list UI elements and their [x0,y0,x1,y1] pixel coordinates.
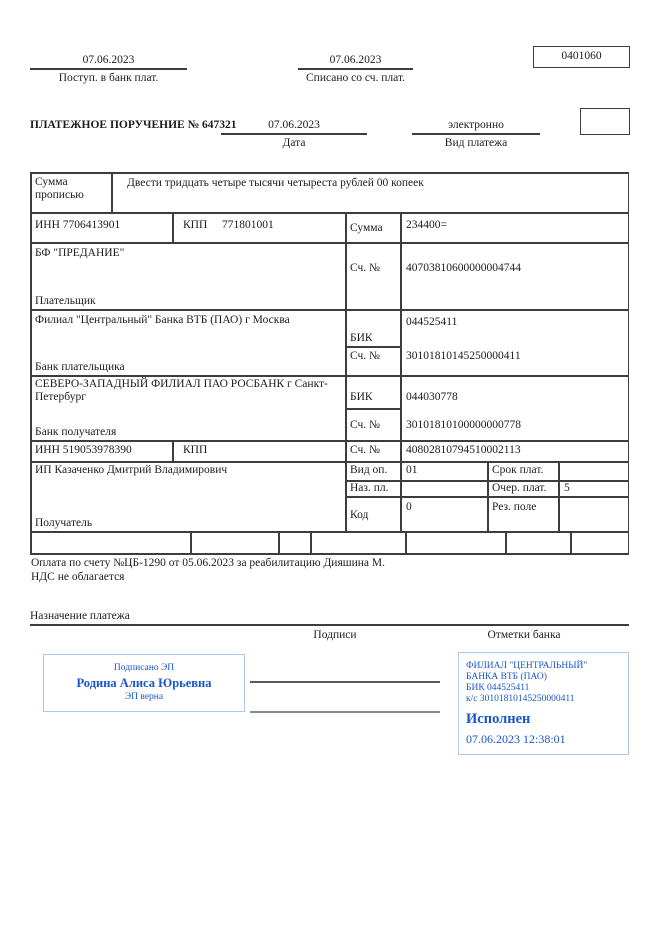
debited-date-underline [298,68,413,70]
table-line [558,461,560,531]
document-date-label: Дата [282,137,306,149]
payment-kind-underline [412,133,540,135]
payee-account-value: 40802810794510002113 [406,444,521,456]
priority-value: 5 [564,482,570,494]
received-date-underline [30,68,187,70]
payer-bank-account-value: 30101810145250000411 [406,350,521,362]
table-line [310,531,312,553]
payee-bank-role-label: Банк получателя [35,426,117,438]
table-line [505,531,507,553]
table-line [30,242,629,244]
payment-kind-value: электронно [448,119,504,131]
payee-account-label: Сч. № [350,444,381,456]
table-line [172,212,174,242]
payee-name: ИП Казаченко Дмитрий Владимирович [35,464,228,476]
esignature-stamp [43,654,245,712]
table-line [30,553,629,555]
amount-label: Сумма [350,222,383,234]
payer-account-value: 40703810600000004744 [406,262,521,274]
payer-kpp-value: 771801001 [222,219,274,231]
payer-kpp-label: КПП [183,219,208,231]
table-line [30,212,629,214]
esignature-signed-label: Подписано ЭП [113,663,175,673]
table-line [278,531,280,553]
received-in-bank-label: Поступ. в банк плат. [58,72,159,84]
bank-stamp-bik: БИК 044525411 [466,683,530,693]
purpose-label: Назначение платежа [30,610,130,622]
priority-label: Очер. плат. [492,482,547,494]
esignature-signer-name: Родина Алиса Юрьевна [76,676,212,690]
operation-type-value: 01 [406,464,418,476]
payee-bank-account-value: 30101810100000000778 [406,419,521,431]
payee-role-label: Получатель [35,517,93,529]
purpose-text-line1: Оплата по счету №ЦБ-1290 от 05.06.2023 за реабилитацию Дияшина М. [31,557,385,569]
table-line [30,309,629,311]
document-title: ПЛАТЕЖНОЕ ПОРУЧЕНИЕ № 647321 [30,119,237,131]
table-line [400,212,402,531]
payer-account-label: Сч. № [350,262,381,274]
payer-inn: ИНН 7706413901 [35,219,121,231]
code-label: Код [350,509,369,521]
purpose-code-label: Наз. пл. [350,482,389,494]
due-date-label: Срок плат. [492,464,544,476]
payee-inn: ИНН 519053978390 [35,444,132,456]
table-line [345,408,401,410]
payee-bank-bik-label: БИК [350,391,373,403]
table-line [190,531,192,553]
payer-bank-name: Филиал "Центральный" Банка ВТБ (ПАО) г Москва [35,314,290,326]
payer-name: БФ "ПРЕДАНИЕ" [35,247,125,259]
bank-marks-header: Отметки банка [487,629,561,641]
amount-value: 234400= [406,219,447,231]
status-code-box [580,108,630,135]
payer-bank-bik-value: 044525411 [406,316,458,328]
signatures-header: Подписи [313,629,357,641]
signature-line-1 [250,681,440,683]
payer-bank-account-label: Сч. № [350,350,381,362]
bank-stamp-bank-name: ФИЛИАЛ "ЦЕНТРАЛЬНЫЙ" БАНКА ВТБ (ПАО) [466,661,588,682]
table-line [30,531,629,533]
table-line [570,531,572,553]
document-date-underline [221,133,367,135]
bank-stamp-status: Исполнен [466,711,531,727]
table-line [30,172,32,553]
debited-date: 07.06.2023 [329,54,382,66]
payee-bank-name: СЕВЕРО-ЗАПАДНЫЙ ФИЛИАЛ ПАО РОСБАНК г Санкт-Петербург [35,378,328,403]
document-date: 07.06.2023 [268,119,320,131]
payment-kind-label: Вид платежа [444,137,508,149]
received-in-bank-date: 07.06.2023 [82,54,135,66]
table-line [345,212,347,531]
table-line [345,346,401,348]
code-value: 0 [406,501,412,513]
table-line [30,440,629,442]
table-line [405,531,407,553]
payer-bank-role-label: Банк плательщика [35,361,125,373]
bank-stamp-datetime: 07.06.2023 12:38:01 [466,732,566,746]
amount-words-label: Сумма прописью [35,176,84,201]
table-line [172,440,174,461]
bank-execution-stamp [458,652,629,755]
payer-role-label: Плательщик [35,295,96,307]
signature-line-2 [250,711,440,713]
purpose-text-line2: НДС не облагается [31,571,125,583]
operation-type-label: Вид оп. [350,464,388,476]
payee-kpp-label: КПП [183,444,208,456]
table-line [487,461,489,531]
purpose-underline [30,624,629,626]
bank-stamp-corr-account: к/с 30101810145250000411 [466,694,575,704]
amount-words-value: Двести тридцать четыре тысячи четыреста рублей 00 копеек [127,177,424,189]
reserve-field-label: Рез. поле [492,501,537,513]
table-line [111,172,113,212]
payee-bank-account-label: Сч. № [350,419,381,431]
form-code-box: 0401060 [533,46,630,68]
payer-bank-bik-label: БИК [350,332,373,344]
debited-label: Списано со сч. плат. [306,72,405,84]
table-line [30,172,629,174]
table-line [628,172,630,553]
table-line [30,375,629,377]
esignature-valid-label: ЭП верна [124,692,164,702]
payee-bank-bik-value: 044030778 [406,391,458,403]
table-line [30,461,629,463]
